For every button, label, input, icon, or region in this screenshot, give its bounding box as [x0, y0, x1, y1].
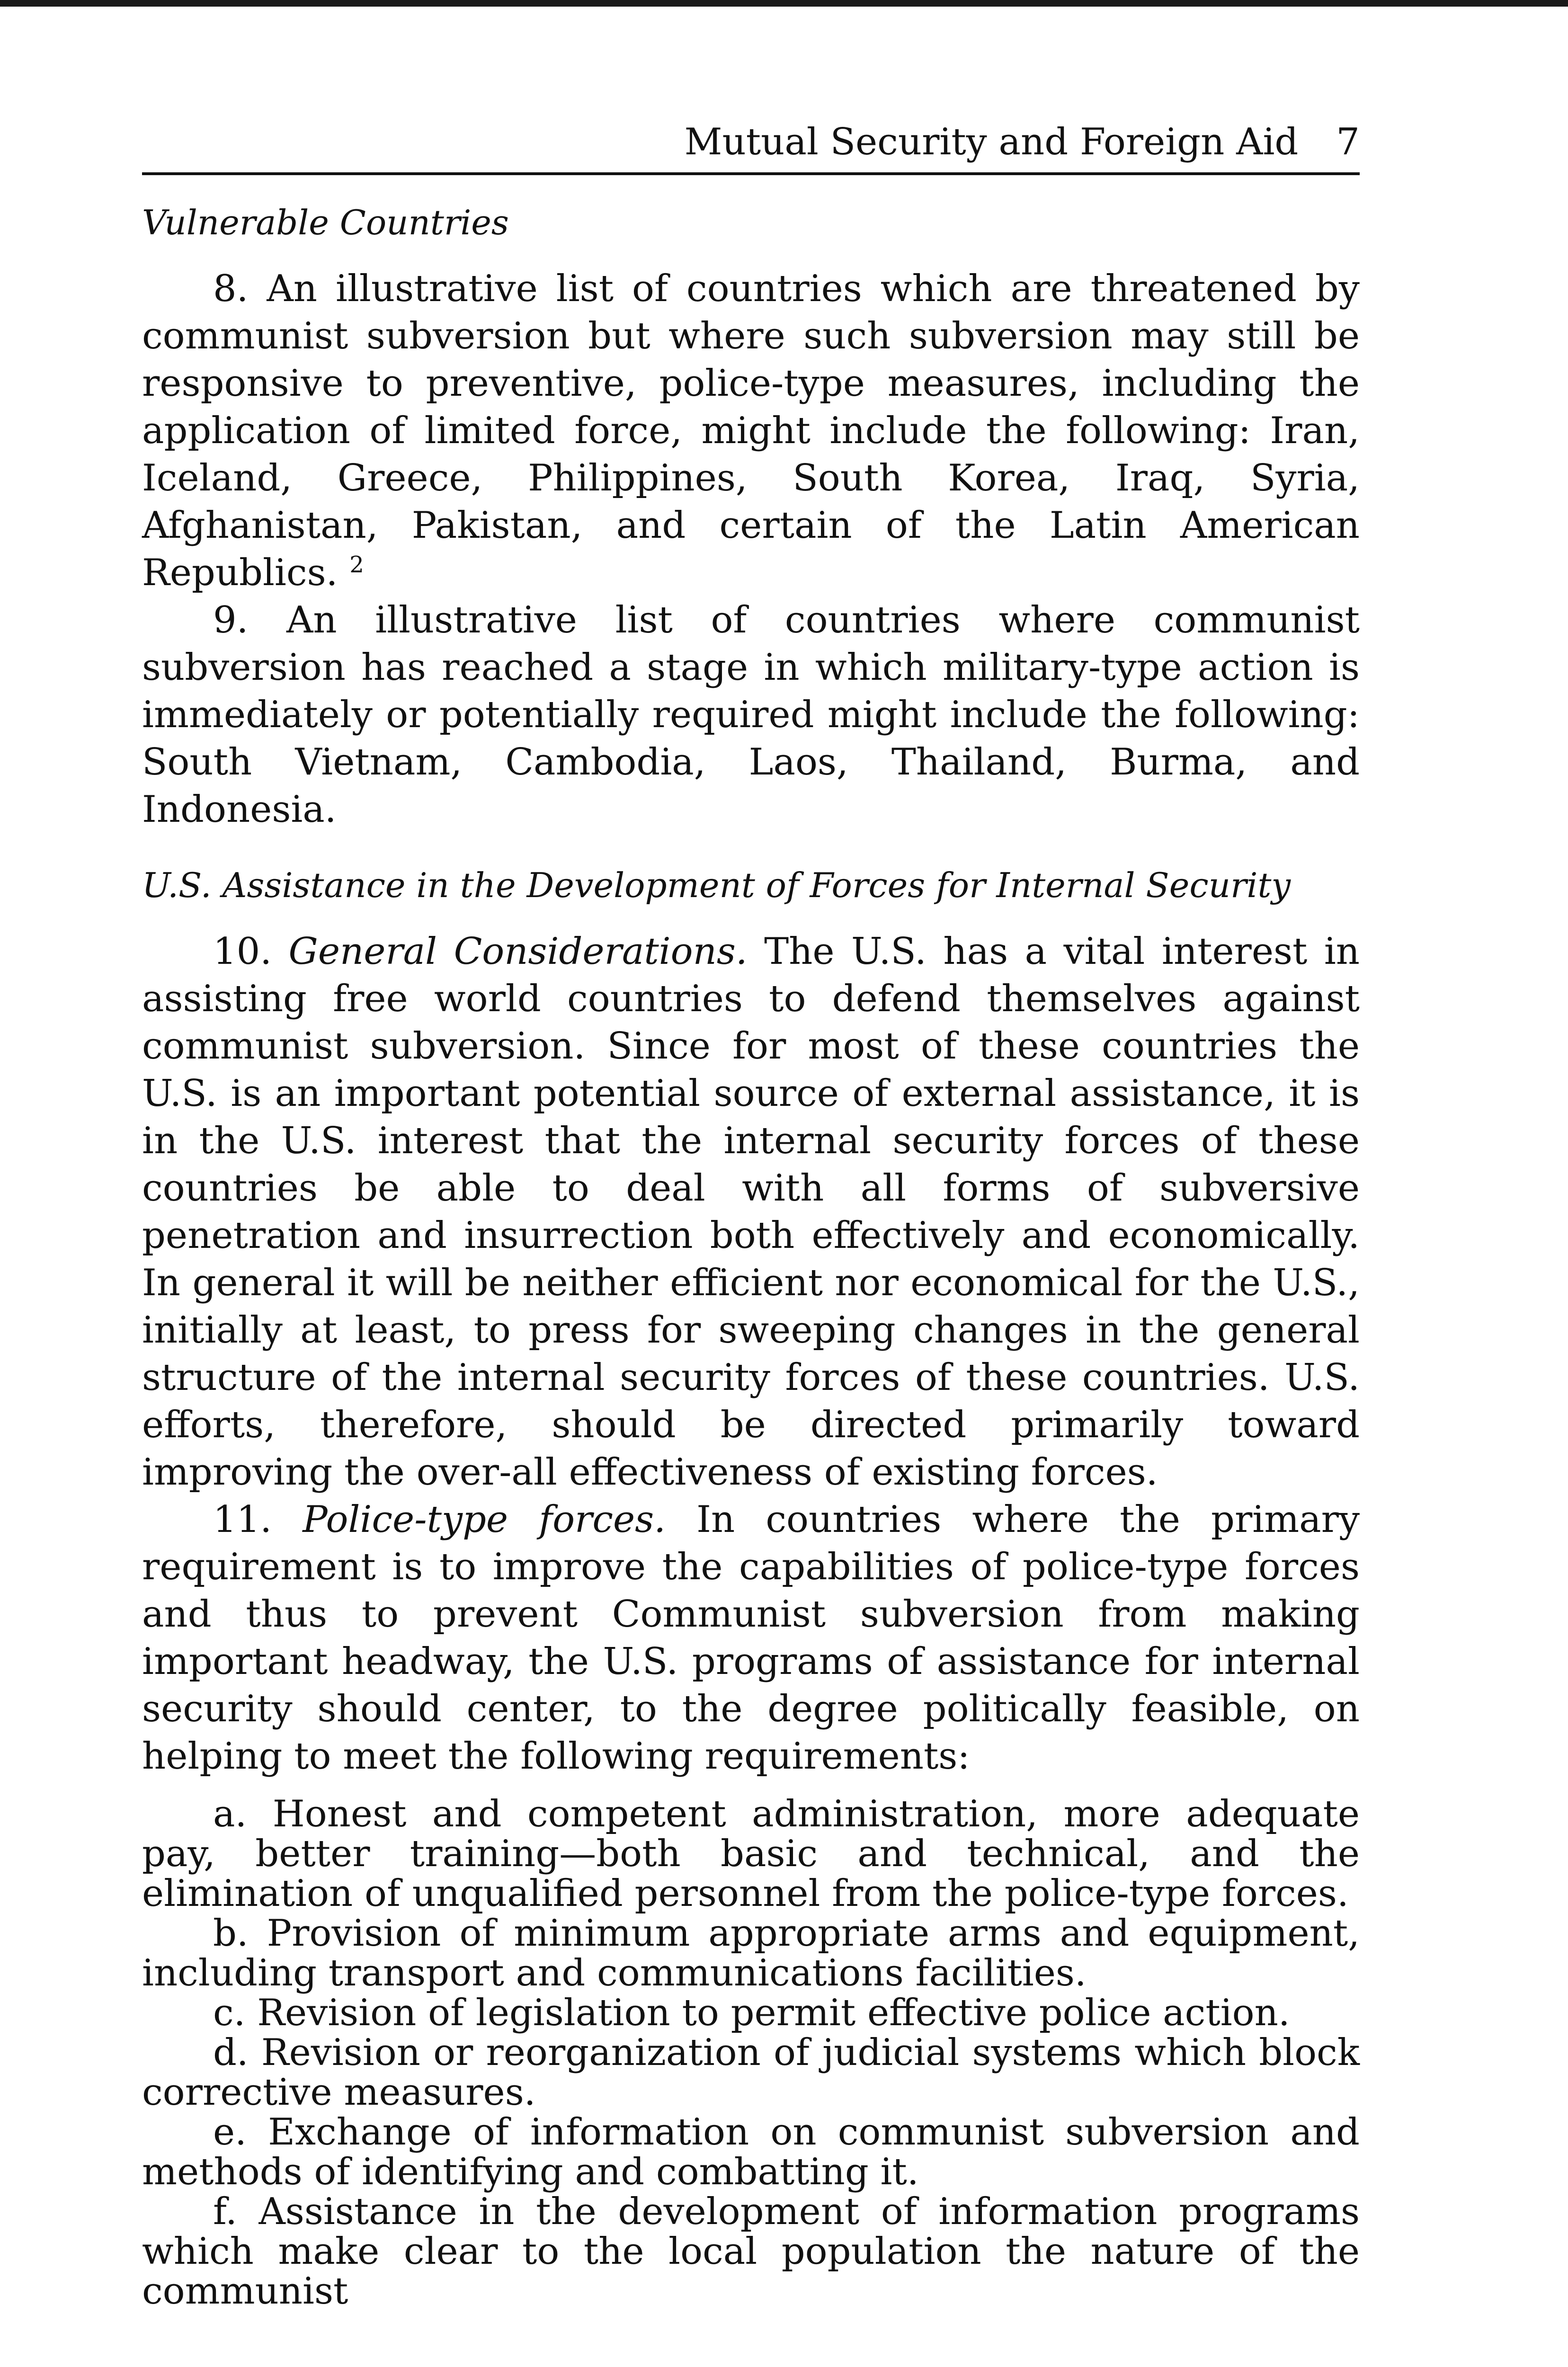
section-heading-vulnerable-countries: Vulnerable Countries	[142, 203, 509, 242]
paragraph-8-text: 8. An illustrative list of countries which are threatened by communist subversion but where such subversion may still be responsive to preventive, police-type measures, including the application of limited force, might include the following: Iran, Iceland, Greece, Philippines, South Korea, Iraq, Syria, Afghanistan, Pakistan, and certain of the Latin American Republics.	[142, 267, 1360, 594]
requirement-item: a. Honest and competent administration, more adequate pay, better training—both basic and technical, and the elimination of unqualified personnel from the police-type forces.	[142, 1793, 1360, 1915]
paragraph-11-number: 11.	[213, 1498, 272, 1541]
footnote-reference: 2	[349, 552, 364, 578]
paragraph-10-number: 10.	[213, 930, 272, 973]
paragraph-9: 9. An illustrative list of countries where communist subversion has reached a stage in which military-type action is immediately or potentially required might include the following: South Vietnam, Cambodia, Laos, Thailand, Burma, and Indonesia.	[142, 599, 1360, 831]
paragraph-11-text: In countries where the primary requirement is to improve the capabilities of police-type forces and thus to prevent Communist subversion from making important headway, the U.S. programs of assistance for internal security should center, to the degree politically feasible, on helping to meet the following requirements:	[142, 1498, 1360, 1778]
paragraph-10	[142, 928, 1360, 1496]
requirement-item: e. Exchange of information on communist subversion and methods of identifying and combatting it.	[142, 2111, 1360, 2193]
page-top-edge	[0, 0, 1568, 7]
requirements-list	[142, 1794, 1360, 2311]
page-number: 7	[1336, 121, 1360, 163]
running-header	[142, 118, 1360, 175]
running-head-title: Mutual Security and Foreign Aid	[684, 121, 1299, 163]
requirement-item: b. Provision of minimum appropriate arms and equipment, including transport and communications facilities.	[142, 1912, 1360, 1994]
paragraph-10-run-in-heading: General Considerations.	[288, 930, 748, 973]
requirement-item: c. Revision of legislation to permit effective police action.	[213, 1992, 1290, 2034]
paragraph-10-text: The U.S. has a vital interest in assisting free world countries to defend themselves against communist subversion. Since for most of these countries the U.S. is an important potential source of external assistance, it is in the U.S. interest that the internal security forces of these countries be able to deal with all forms of subversive penetration and insurrection both effectively and economically. In general it will be neither efficient nor economical for the U.S., initially at least, to press for sweeping changes in the general structure of the internal security forces of these countries. U.S. efforts, therefore, should be directed primarily toward improving the over-all effectiveness of existing forces.	[142, 930, 1360, 1494]
requirement-item: f. Assistance in the development of information programs which make clear to the local population the nature of the communist	[142, 2190, 1360, 2313]
paragraph-11	[142, 1496, 1360, 1780]
paragraph-8	[142, 265, 1360, 596]
document-page	[142, 118, 1360, 2367]
requirement-item: d. Revision or reorganization of judicial systems which block corrective measures.	[142, 2031, 1360, 2114]
section-heading-us-assistance: U.S. Assistance in the Development of Forces for Internal Security	[142, 865, 1291, 905]
paragraph-11-run-in-heading: Police-type forces.	[303, 1498, 666, 1541]
